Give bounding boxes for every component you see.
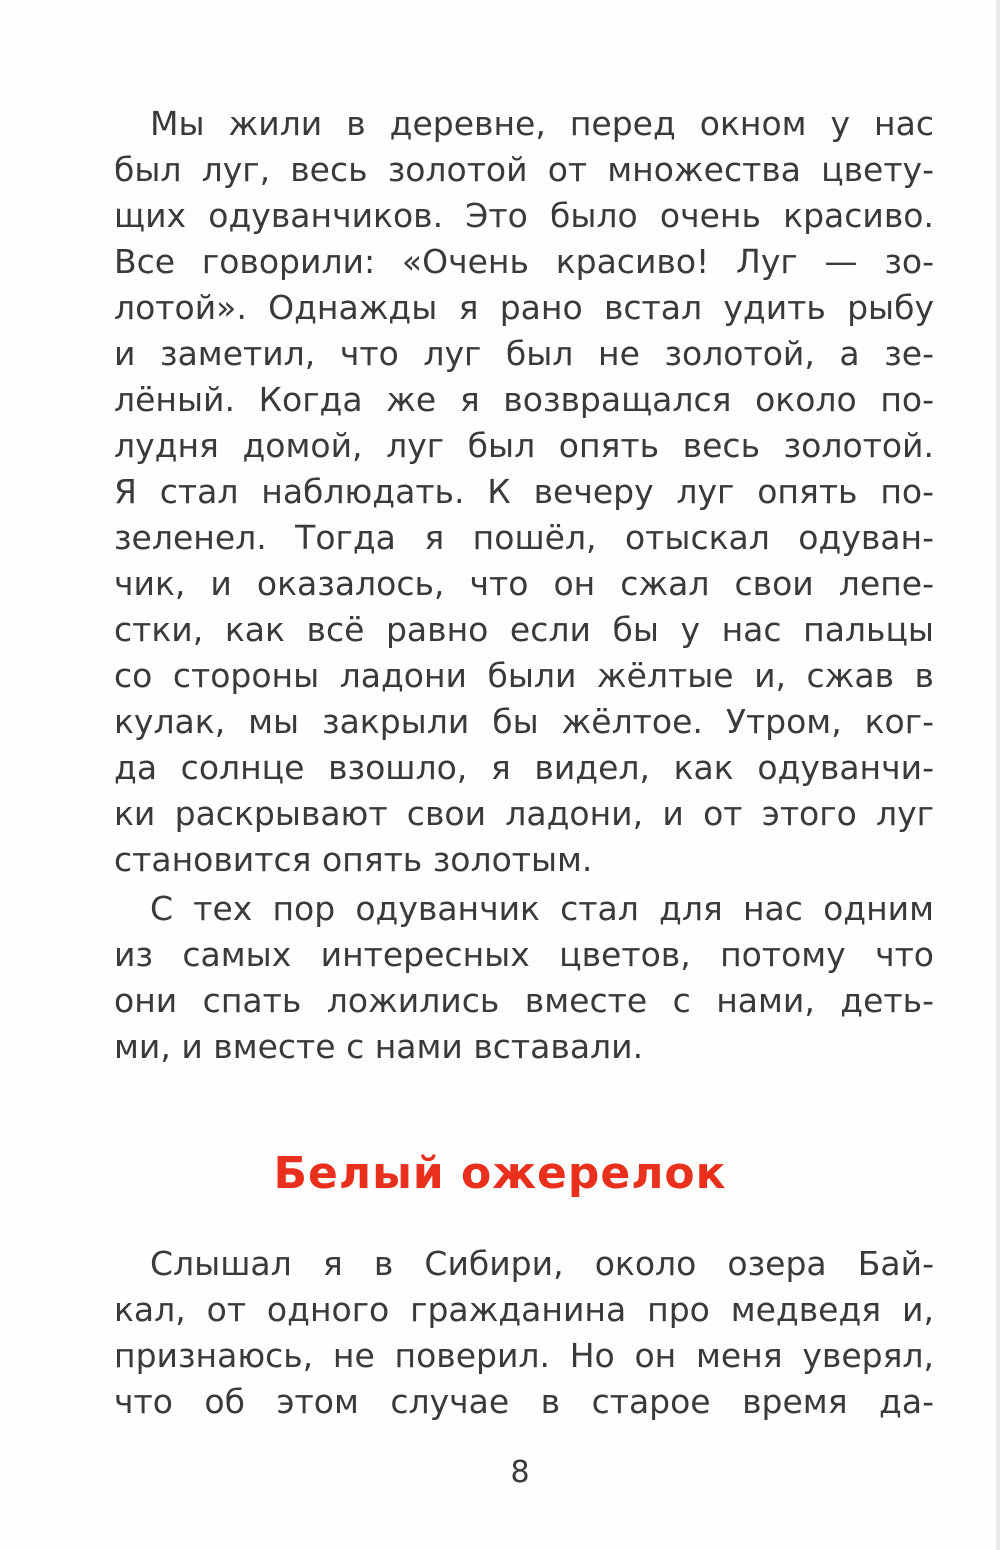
text-line: щих одуванчиков. Это было очень красиво. <box>114 196 934 235</box>
text-line: да солнце взошло, я видел, как одуванчи- <box>114 748 934 787</box>
text-line: Мы жили в деревне, перед окном у нас <box>150 104 934 143</box>
paragraph-since-then <box>114 886 934 1070</box>
paragraph-dandelion <box>114 101 934 883</box>
text-line: чик, и оказалось, что он сжал свои лепе- <box>114 564 934 603</box>
text-line: со стороны ладони были жёлтые и, сжав в <box>114 656 934 695</box>
text-line: что об этом случае в старое время да- <box>114 1382 934 1421</box>
text-line: лотой». Однажды я рано встал удить рыбу <box>114 288 934 327</box>
text-line: из самых интересных цветов, потому что <box>114 935 934 974</box>
text-line: был луг, весь золотой от множества цвету- <box>114 150 934 189</box>
text-line: и заметил, что луг был не золотой, а зе- <box>114 334 934 373</box>
text-line: кал, от одного гражданина про медведя и, <box>114 1290 934 1329</box>
story-heading: Белый ожерелок <box>273 1148 727 1199</box>
text-line: становится опять золотым. <box>114 840 593 879</box>
text-line: лёный. Когда же я возвращался около по- <box>114 380 934 419</box>
text-line: Слышал я в Сибири, около озера Бай- <box>150 1244 934 1283</box>
text-line: они спать ложились вместе с нами, деть- <box>114 981 934 1020</box>
text-line: кулак, мы закрыли бы жёлтое. Утром, ког- <box>114 702 934 741</box>
text-line: зеленел. Тогда я пошёл, отыскал одуван- <box>114 518 934 557</box>
text-line: Все говорили: «Очень красиво! Луг — зо- <box>114 242 934 281</box>
text-line: лудня домой, луг был опять весь золотой. <box>114 426 934 465</box>
text-line: ки раскрывают свои ладони, и от этого луг <box>114 794 934 833</box>
page-edge <box>996 0 1000 1550</box>
text-line: С тех пор одуванчик стал для нас одним <box>150 889 934 928</box>
text-line: Я стал наблюдать. К вечеру луг опять по- <box>114 472 934 511</box>
paragraph-siberia <box>114 1241 934 1425</box>
page-number: 8 <box>510 1455 530 1490</box>
text-line: стки, как всё равно если бы у нас пальцы <box>114 610 934 649</box>
text-line: ми, и вместе с нами вставали. <box>114 1027 644 1066</box>
text-line: признаюсь, не поверил. Но он меня уверял, <box>114 1336 934 1375</box>
